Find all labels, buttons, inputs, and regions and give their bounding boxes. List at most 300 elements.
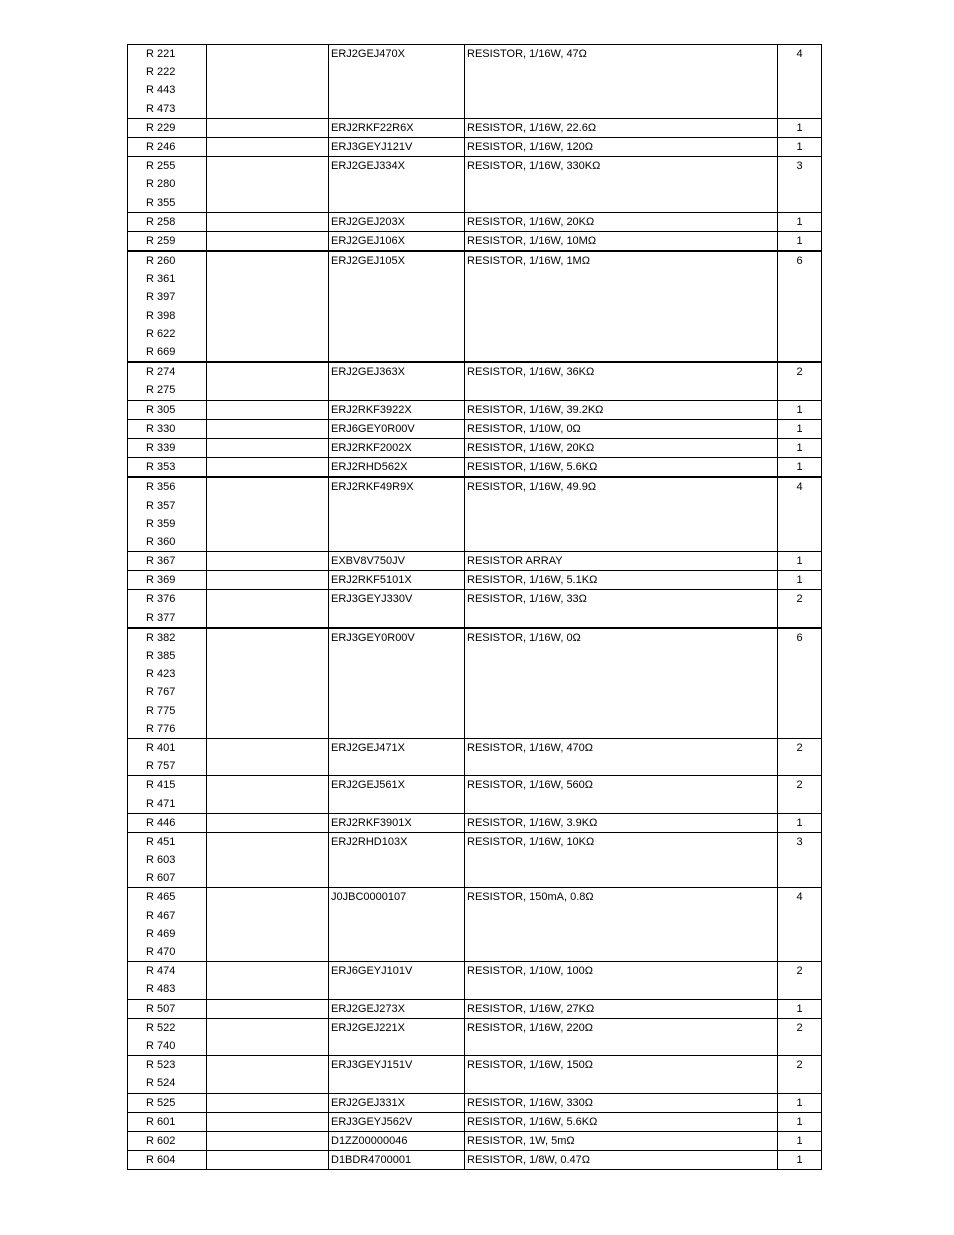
ref-designator: R 356 [146,481,176,494]
ref-designator: R 446 [146,816,176,829]
ref-designators-cell [128,1151,207,1170]
ref-designators-cell [128,1018,207,1055]
quantity: 3 [796,160,803,173]
table-row [128,118,822,137]
ref-designator: R 355 [146,196,176,209]
ref-designator: R 229 [146,121,176,134]
empty-cell [207,458,329,478]
description-cell [465,1131,778,1150]
empty-cell [207,477,329,551]
empty-cell [207,231,329,251]
description: RESISTOR, 1/8W, 0.47Ω [467,1154,590,1167]
part-number-cell [329,438,465,457]
description: RESISTOR ARRAY [467,555,563,568]
quantity-cell [778,118,822,137]
quantity-cell [778,1018,822,1055]
part-number-cell [329,1151,465,1170]
part-number: ERJ3GEY0R00V [331,631,415,644]
ref-designators-cell [128,1131,207,1150]
ref-designator: R 443 [146,84,176,97]
table-row [128,477,822,551]
table-row [128,212,822,231]
ref-designators-cell [128,813,207,832]
part-number-cell [329,419,465,438]
part-number: ERJ2GEJ334X [331,160,405,173]
part-number: ERJ6GEYJ101V [331,965,413,978]
quantity-cell [778,362,822,400]
part-number: ERJ2GEJ331X [331,1096,405,1109]
empty-cell [207,738,329,775]
quantity-cell [778,832,822,888]
part-number: ERJ6GEY0R00V [331,422,415,435]
part-number: ERJ2GEJ106X [331,234,405,247]
quantity: 1 [796,1154,803,1167]
quantity: 6 [796,255,803,268]
ref-designator: R 221 [146,48,176,60]
description: RESISTOR, 1/16W, 120Ω [467,140,594,153]
ref-designators-cell [128,776,207,813]
quantity: 1 [796,140,803,153]
ref-designator: R 359 [146,517,176,530]
part-number-cell [329,212,465,231]
description-cell [465,1018,778,1055]
part-number-cell [329,251,465,362]
description: RESISTOR, 1/16W, 49.9Ω [467,481,597,494]
table-row [128,45,822,119]
part-number: ERJ2RKF2002X [331,441,412,454]
description: RESISTOR, 1/16W, 27KΩ [467,1002,595,1015]
description-cell [465,813,778,832]
description: RESISTOR, 1/16W, 20KΩ [467,441,595,454]
ref-designators-cell [128,1093,207,1112]
ref-designators-cell [128,832,207,888]
quantity-cell [778,1151,822,1170]
table-row [128,157,822,213]
table-row [128,962,822,999]
empty-cell [207,628,329,739]
table-row [128,1018,822,1055]
table-row [128,776,822,813]
quantity: 1 [796,1002,803,1015]
empty-cell [207,1018,329,1055]
part-number: ERJ2GEJ471X [331,741,405,754]
empty-cell [207,832,329,888]
ref-designator: R 451 [146,835,176,848]
table-row [128,419,822,438]
quantity-cell [778,400,822,419]
part-number-cell [329,590,465,628]
ref-designator: R 222 [146,66,176,79]
description-cell [465,438,778,457]
ref-designator: R 330 [146,422,176,435]
description: RESISTOR, 1/16W, 1MΩ [467,255,590,268]
ref-designator: R 246 [146,140,176,153]
quantity: 2 [796,779,803,792]
part-number-cell [329,628,465,739]
description: RESISTOR, 1/16W, 10KΩ [467,835,595,848]
ref-designators-cell [128,738,207,775]
table-row [128,1056,822,1093]
table-row [128,1131,822,1150]
ref-designator: R 401 [146,741,176,754]
quantity-cell [778,628,822,739]
empty-cell [207,813,329,832]
quantity: 1 [796,441,803,454]
description-cell [465,1093,778,1112]
ref-designator: R 471 [146,797,176,810]
ref-designator: R 305 [146,403,176,416]
part-number: ERJ2GEJ203X [331,215,405,228]
ref-designator: R 507 [146,1002,176,1015]
description: RESISTOR, 1/16W, 3.9KΩ [467,816,598,829]
quantity: 2 [796,741,803,754]
part-number-cell [329,400,465,419]
part-number: ERJ3GEYJ121V [331,140,413,153]
part-number-cell [329,813,465,832]
quantity: 2 [796,1021,803,1034]
description-cell [465,419,778,438]
ref-designator: R 280 [146,178,176,191]
quantity: 1 [796,555,803,568]
part-number-cell [329,832,465,888]
quantity-cell [778,251,822,362]
quantity: 1 [796,461,803,474]
quantity-cell [778,458,822,478]
empty-cell [207,45,329,119]
part-number: ERJ3GEYJ562V [331,1115,413,1128]
part-number-cell [329,888,465,962]
part-number-cell [329,458,465,478]
ref-designator: R 339 [146,441,176,454]
ref-designators-cell [128,231,207,251]
parts-list-table [127,44,822,1170]
description-cell [465,1056,778,1093]
quantity: 1 [796,574,803,587]
ref-designator: R 274 [146,366,176,379]
part-number-cell [329,231,465,251]
ref-designators-cell [128,212,207,231]
quantity-cell [778,590,822,628]
empty-cell [207,1093,329,1112]
quantity: 1 [796,1134,803,1147]
ref-designator: R 357 [146,499,176,512]
ref-designators-cell [128,400,207,419]
ref-designator: R 474 [146,965,176,978]
ref-designator: R 260 [146,255,176,268]
ref-designator: R 275 [146,384,176,397]
table-row [128,137,822,156]
quantity-cell [778,45,822,119]
description-cell [465,251,778,362]
quantity: 1 [796,403,803,416]
description-cell [465,231,778,251]
description: RESISTOR, 1/16W, 330Ω [467,1096,594,1109]
ref-designator: R 740 [146,1039,176,1052]
part-number: ERJ2GEJ363X [331,366,405,379]
description-cell [465,628,778,739]
ref-designator: R 522 [146,1021,176,1034]
part-number: ERJ2RHD562X [331,461,408,474]
description-cell [465,738,778,775]
parts-list-body [128,45,822,1170]
table-row [128,400,822,419]
ref-designators-cell [128,157,207,213]
description: RESISTOR, 1/16W, 330KΩ [467,160,601,173]
ref-designators-cell [128,571,207,590]
empty-cell [207,962,329,999]
table-row [128,1151,822,1170]
ref-designator: R 601 [146,1115,176,1128]
quantity-cell [778,157,822,213]
ref-designators-cell [128,552,207,571]
ref-designator: R 361 [146,273,176,286]
part-number: J0JBC0000107 [331,891,407,904]
ref-designator: R 604 [146,1154,176,1167]
part-number: D1BDR4700001 [331,1154,412,1167]
table-row [128,832,822,888]
table-row [128,888,822,962]
empty-cell [207,999,329,1018]
quantity: 1 [796,422,803,435]
ref-designators-cell [128,419,207,438]
empty-cell [207,251,329,362]
description-cell [465,571,778,590]
ref-designator: R 353 [146,461,176,474]
empty-cell [207,137,329,156]
quantity-cell [778,212,822,231]
description: RESISTOR, 1/16W, 220Ω [467,1021,594,1034]
description-cell [465,999,778,1018]
description: RESISTOR, 1/10W, 0Ω [467,422,581,435]
quantity-cell [778,477,822,551]
description: RESISTOR, 1/16W, 5.6KΩ [467,461,598,474]
empty-cell [207,212,329,231]
ref-designator: R 367 [146,555,176,568]
description-cell [465,888,778,962]
ref-designator: R 382 [146,631,176,644]
part-number: ERJ2RKF3901X [331,816,412,829]
ref-designator: R 473 [146,102,176,115]
description-cell [465,1112,778,1131]
ref-designator: R 369 [146,574,176,587]
ref-designators-cell [128,438,207,457]
ref-designator: R 525 [146,1096,176,1109]
ref-designator: R 775 [146,704,176,717]
description-cell [465,212,778,231]
part-number-cell [329,1112,465,1131]
ref-designator: R 524 [146,1077,176,1090]
ref-designator: R 360 [146,535,176,548]
ref-designator: R 607 [146,872,176,885]
description-cell [465,118,778,137]
ref-designator: R 398 [146,309,176,322]
table-row [128,628,822,739]
part-number: ERJ2RKF5101X [331,574,412,587]
description: RESISTOR, 1/16W, 5.6KΩ [467,1115,598,1128]
ref-designator: R 767 [146,686,176,699]
ref-designators-cell [128,1112,207,1131]
quantity: 4 [796,891,803,904]
part-number: ERJ2RKF22R6X [331,121,414,134]
part-number-cell [329,137,465,156]
part-number-cell [329,118,465,137]
quantity-cell [778,738,822,775]
table-row [128,813,822,832]
part-number-cell [329,962,465,999]
description-cell [465,362,778,400]
description-cell [465,400,778,419]
quantity: 2 [796,366,803,379]
quantity-cell [778,231,822,251]
ref-designator: R 757 [146,760,176,773]
description-cell [465,477,778,551]
description: RESISTOR, 1/16W, 150Ω [467,1059,594,1072]
table-row [128,458,822,478]
part-number-cell [329,1018,465,1055]
quantity: 3 [796,835,803,848]
description-cell [465,157,778,213]
quantity: 4 [796,481,803,494]
part-number-cell [329,552,465,571]
description: RESISTOR, 1/16W, 36KΩ [467,366,595,379]
ref-designator: R 483 [146,983,176,996]
table-row [128,738,822,775]
description: RESISTOR, 1/16W, 20KΩ [467,215,595,228]
ref-designator: R 415 [146,779,176,792]
quantity-cell [778,962,822,999]
description: RESISTOR, 1W, 5mΩ [467,1134,575,1147]
part-number-cell [329,1131,465,1150]
quantity-cell [778,1112,822,1131]
empty-cell [207,590,329,628]
description-cell [465,832,778,888]
part-number: ERJ2GEJ470X [331,48,405,60]
description: RESISTOR, 1/16W, 0Ω [467,631,581,644]
empty-cell [207,419,329,438]
quantity: 4 [796,48,803,60]
empty-cell [207,1112,329,1131]
quantity-cell [778,1056,822,1093]
ref-designators-cell [128,888,207,962]
ref-designators-cell [128,362,207,400]
part-number: ERJ2GEJ105X [331,255,405,268]
quantity-cell [778,137,822,156]
quantity: 1 [796,1096,803,1109]
quantity-cell [778,888,822,962]
quantity-cell [778,438,822,457]
quantity-cell [778,419,822,438]
table-row [128,231,822,251]
ref-designators-cell [128,118,207,137]
description-cell [465,45,778,119]
ref-designator: R 603 [146,854,176,867]
ref-designators-cell [128,628,207,739]
empty-cell [207,1151,329,1170]
quantity-cell [778,776,822,813]
empty-cell [207,118,329,137]
part-number: ERJ2GEJ561X [331,779,405,792]
quantity: 2 [796,1059,803,1072]
table-row [128,438,822,457]
description: RESISTOR, 1/16W, 22.6Ω [467,121,597,134]
empty-cell [207,776,329,813]
ref-designator: R 469 [146,927,176,940]
part-number-cell [329,776,465,813]
part-number: ERJ2RKF49R9X [331,481,414,494]
part-number-cell [329,999,465,1018]
ref-designator: R 377 [146,611,176,624]
ref-designator: R 385 [146,650,176,662]
ref-designators-cell [128,999,207,1018]
description: RESISTOR, 1/16W, 47Ω [467,48,587,60]
quantity-cell [778,1093,822,1112]
empty-cell [207,362,329,400]
table-row [128,362,822,400]
ref-designator: R 258 [146,215,176,228]
description-cell [465,776,778,813]
part-number: ERJ2RKF3922X [331,403,412,416]
description: RESISTOR, 1/10W, 100Ω [467,965,594,978]
part-number-cell [329,362,465,400]
description: RESISTOR, 1/16W, 33Ω [467,593,587,606]
description-cell [465,1151,778,1170]
quantity: 2 [796,593,803,606]
description-cell [465,590,778,628]
ref-designators-cell [128,590,207,628]
quantity: 6 [796,631,803,644]
quantity: 1 [796,1115,803,1128]
table-row [128,571,822,590]
part-number-cell [329,45,465,119]
ref-designators-cell [128,137,207,156]
quantity: 1 [796,121,803,134]
part-number-cell [329,571,465,590]
table-row [128,590,822,628]
empty-cell [207,571,329,590]
empty-cell [207,400,329,419]
part-number: ERJ2RHD103X [331,835,408,848]
part-number-cell [329,738,465,775]
part-number-cell [329,1056,465,1093]
table-row [128,1093,822,1112]
quantity-cell [778,813,822,832]
ref-designators-cell [128,477,207,551]
table-row [128,251,822,362]
ref-designator: R 776 [146,722,176,735]
part-number-cell [329,1093,465,1112]
quantity: 1 [796,816,803,829]
description-cell [465,552,778,571]
ref-designator: R 255 [146,160,176,173]
description-cell [465,458,778,478]
part-number-cell [329,157,465,213]
ref-designators-cell [128,251,207,362]
ref-designators-cell [128,45,207,119]
part-number: ERJ3GEYJ330V [331,593,413,606]
quantity: 2 [796,965,803,978]
description: RESISTOR, 1/16W, 470Ω [467,741,594,754]
ref-designator: R 622 [146,327,176,340]
empty-cell [207,888,329,962]
part-number: EXBV8V750JV [331,555,405,568]
part-number: ERJ3GEYJ151V [331,1059,413,1072]
ref-designator: R 423 [146,668,176,681]
quantity-cell [778,1131,822,1150]
description-cell [465,137,778,156]
empty-cell [207,157,329,213]
description-cell [465,962,778,999]
quantity-cell [778,571,822,590]
